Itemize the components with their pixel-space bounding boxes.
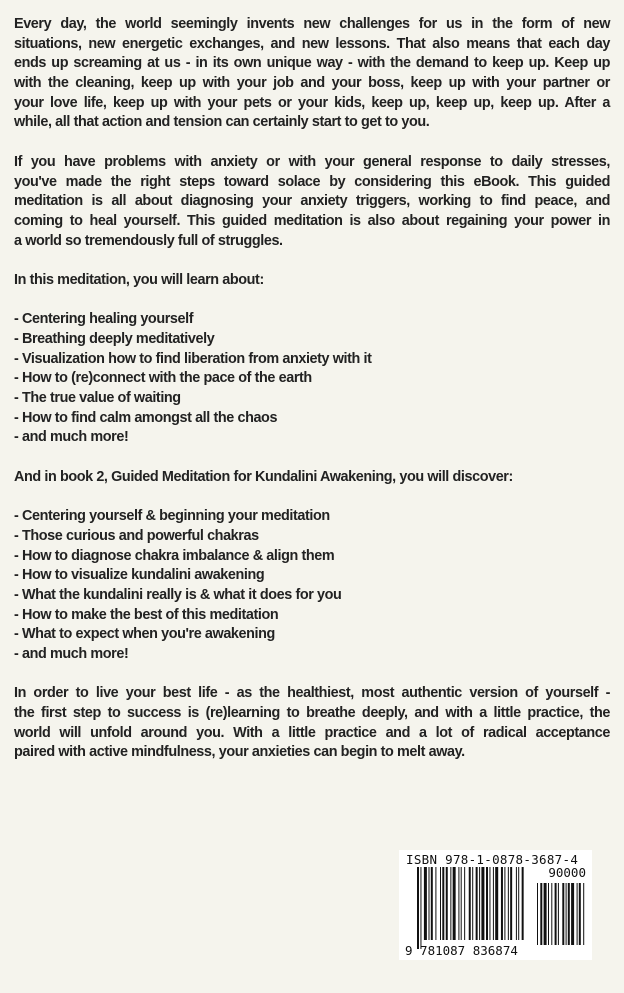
list-item: - and much more! bbox=[14, 429, 129, 446]
addon-bar bbox=[555, 883, 557, 945]
barcode-bar bbox=[486, 867, 488, 940]
addon-bar bbox=[577, 883, 578, 945]
barcode-bar bbox=[461, 867, 462, 940]
list-item: - Breathing deeply meditatively bbox=[14, 331, 215, 347]
paragraph-line: your love life, keep up with your pets or your kids, keep up, keep up, keep up. After a bbox=[14, 94, 610, 111]
paragraph-line: you've made the right steps toward solace by considering this eBook. This guided bbox=[14, 173, 610, 190]
addon-bar bbox=[562, 883, 564, 945]
addon-bar bbox=[583, 883, 584, 945]
list-item: - Visualization how to find liberation from anxiety with it bbox=[14, 350, 372, 367]
list-item: - Those curious and powerful chakras bbox=[14, 527, 259, 544]
paragraph-line: while, all that action and tension can certainly start to get to you. bbox=[14, 114, 430, 131]
list-item: - The true value of waiting bbox=[14, 390, 181, 407]
barcode-bar bbox=[442, 867, 444, 940]
paragraph-line: If you have problems with anxiety or with your general response to daily stresses, bbox=[14, 153, 610, 170]
barcode-bar bbox=[469, 867, 471, 940]
barcode-bar bbox=[522, 867, 524, 940]
barcode-bar bbox=[464, 867, 465, 940]
list-item: - How to (re)connect with the pace of the earth bbox=[14, 370, 312, 387]
addon-bar bbox=[551, 883, 552, 945]
barcode-bar bbox=[508, 867, 509, 940]
paragraph-line: coming to heal yourself. This guided meditation is also about regaining your power in bbox=[14, 212, 610, 229]
barcode-bar bbox=[476, 867, 478, 940]
list-item: - How to visualize kundalini awakening bbox=[14, 567, 265, 584]
paragraph-line: Every day, the world seemingly invents new challenges for us in the form of new bbox=[14, 16, 610, 32]
isbn-barcode bbox=[399, 850, 592, 960]
barcode-bar bbox=[481, 867, 484, 940]
barcode-digits: 9 781087 836874 bbox=[405, 943, 518, 958]
list-item: - and much more! bbox=[14, 646, 129, 662]
paragraph-line: a world so tremendously full of struggles. bbox=[14, 232, 283, 249]
list-item: - What the kundalini really is & what it does for you bbox=[14, 586, 342, 603]
isbn-label: ISBN 978-1-0878-3687-4 bbox=[406, 852, 579, 867]
list-item: - Centering healing yourself bbox=[14, 311, 194, 328]
barcode-bar bbox=[510, 867, 512, 940]
barcode-bar bbox=[440, 867, 441, 940]
closing-paragraph-line: paired with active mindfulness, your anxieties can begin to melt away. bbox=[14, 744, 465, 761]
list-intro: In this meditation, you will learn about: bbox=[14, 271, 264, 288]
barcode-bar bbox=[493, 867, 494, 940]
paragraph-line: ends up screaming at us - in its own unique way - with the demand to keep up. Keep up bbox=[14, 55, 610, 72]
barcode-bar bbox=[424, 867, 427, 940]
addon-bar bbox=[548, 883, 549, 945]
barcode-bar bbox=[518, 867, 519, 940]
addon-bar bbox=[558, 883, 559, 945]
list-item: - How to find calm amongst all the chaos bbox=[14, 409, 278, 426]
barcode-bar bbox=[516, 867, 517, 940]
list-item: - Centering yourself & beginning your meditation bbox=[14, 508, 330, 525]
barcode-bar bbox=[489, 867, 490, 940]
addon-bar bbox=[571, 883, 574, 945]
barcode-bar bbox=[435, 867, 436, 940]
list-item: - How to diagnose chakra imbalance & align them bbox=[14, 547, 335, 564]
addon-bar bbox=[544, 883, 547, 945]
barcode-bar bbox=[458, 867, 459, 940]
addon-bar bbox=[568, 883, 570, 945]
barcode-bar bbox=[504, 867, 505, 940]
barcode-bar bbox=[453, 867, 456, 940]
list-intro: And in book 2, Guided Meditation for Kundalini Awakening, you will discover: bbox=[14, 468, 513, 485]
barcode-bar bbox=[495, 867, 498, 940]
closing-paragraph-line: world will unfold around you. With a little practice and a lot of radical acceptance bbox=[14, 724, 610, 741]
list-item: - How to make the best of this meditation bbox=[14, 606, 279, 623]
barcode-bar bbox=[472, 867, 473, 940]
closing-paragraph-line: In order to live your best life - as the healthiest, most authentic version of yourself - bbox=[14, 685, 610, 702]
list-item: - What to expect when you're awakening bbox=[14, 626, 275, 643]
closing-paragraph-line: the first step to success is (re)learning to breathe deeply, and with a little practice, the bbox=[14, 705, 610, 722]
barcode-bar bbox=[450, 867, 451, 940]
barcode-bar bbox=[417, 867, 419, 949]
addon-bar bbox=[566, 883, 567, 945]
addon-bar bbox=[540, 883, 542, 945]
paragraph-line: meditation is all about diagnosing your anxiety triggers, working to find peace, and bbox=[14, 193, 610, 210]
barcode-bar bbox=[446, 867, 448, 940]
paragraph-line: situations, new energetic exchanges, and new lessons. That also means that each day bbox=[14, 35, 610, 52]
paragraph-line: with the cleaning, keep up with your job and your boss, keep up with your partner or bbox=[14, 75, 610, 92]
barcode-bar bbox=[420, 867, 421, 949]
price-addon-label: 90000 bbox=[548, 865, 586, 880]
barcode-bar bbox=[479, 867, 480, 940]
barcode-bar bbox=[431, 867, 433, 940]
barcode-bar bbox=[429, 867, 430, 940]
back-cover-text bbox=[14, 15, 610, 763]
addon-bar bbox=[537, 883, 538, 945]
addon-bar bbox=[579, 883, 581, 945]
barcode-bar bbox=[501, 867, 503, 940]
